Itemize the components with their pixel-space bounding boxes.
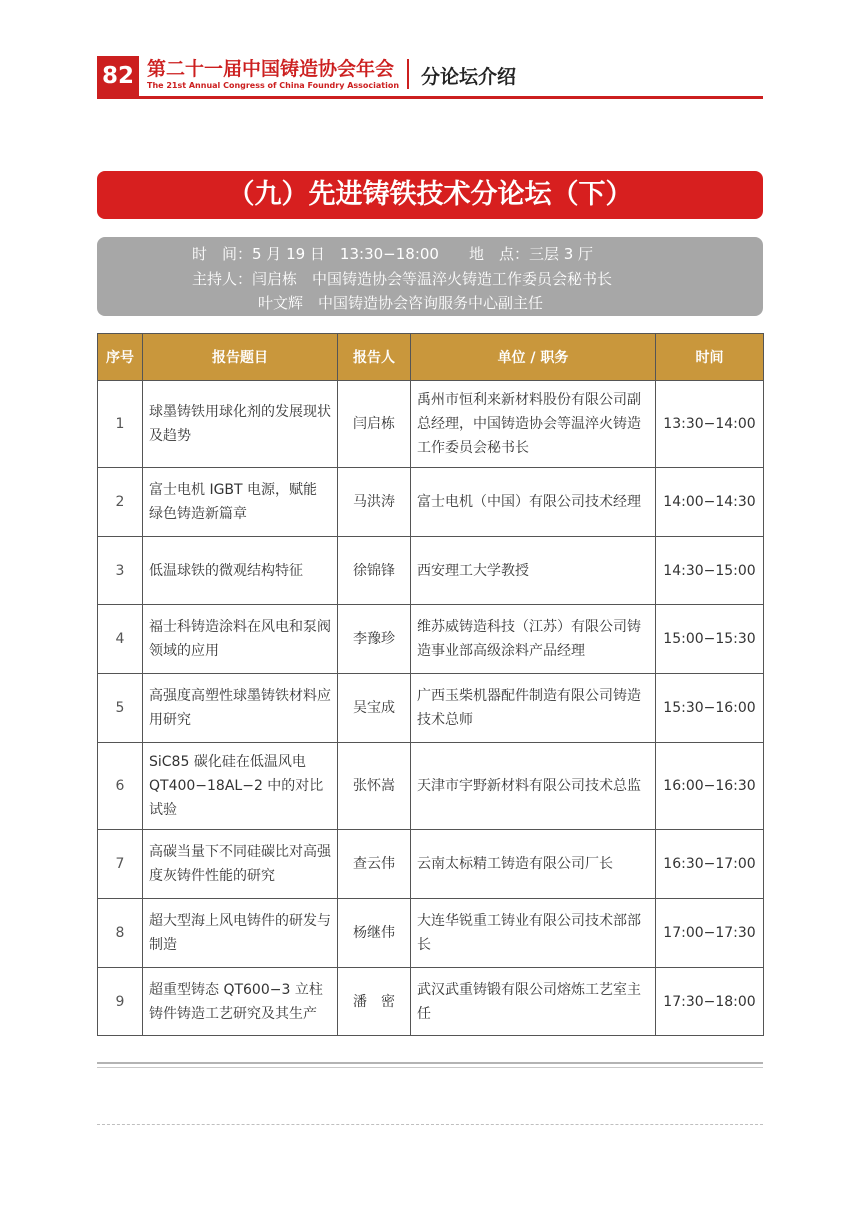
congress-subtitle: The 21st Annual Congress of China Foundry Association: [147, 81, 400, 90]
report-title: 低温球铁的微观结构特征: [143, 537, 338, 605]
footer-rule: [97, 1062, 763, 1064]
speaker: 查云伟: [338, 830, 411, 899]
time-location-line: 时 间：5 月 19 日 13:30−18:00 地 点：三层 3 厅: [192, 245, 594, 263]
host-line-1: 主持人：闫启栋 中国铸造协会等温淬火铸造工作委员会秘书长: [192, 270, 613, 288]
report-title: 富士电机 IGBT 电源，赋能绿色铸造新篇章: [143, 468, 338, 537]
organization: 云南太标精工铸造有限公司厂长: [411, 830, 656, 899]
table-row: [98, 968, 764, 1036]
speaker: 闫启栋: [338, 381, 411, 468]
time-slot: 16:30−17:00: [656, 830, 764, 899]
page-number: 82: [97, 56, 139, 96]
speaker: 杨继伟: [338, 899, 411, 968]
table-row: [98, 899, 764, 968]
header-org: 单位 / 职务: [411, 334, 656, 381]
report-title: 高碳当量下不同硅碳比对高强度灰铸件性能的研究: [143, 830, 338, 899]
organization: 广西玉柴机器配件制造有限公司铸造技术总师: [411, 674, 656, 743]
section-label: 分论坛介绍: [421, 66, 517, 88]
report-title: 球墨铸铁用球化剂的发展现状及趋势: [143, 381, 338, 468]
table-row: [98, 468, 764, 537]
row-number: 5: [98, 674, 143, 743]
time-slot: 13:30−14:00: [656, 381, 764, 468]
row-number: 6: [98, 743, 143, 830]
time-slot: 15:00−15:30: [656, 605, 764, 674]
host-line-2: 叶文辉 中国铸造协会咨询服务中心副主任: [258, 294, 544, 312]
row-number: 3: [98, 537, 143, 605]
report-title: 福士科铸造涂料在风电和泵阀领域的应用: [143, 605, 338, 674]
time-slot: 17:30−18:00: [656, 968, 764, 1036]
report-title: 超大型海上风电铸件的研发与制造: [143, 899, 338, 968]
row-number: 1: [98, 381, 143, 468]
table-header-row: [98, 334, 764, 381]
report-title: 高强度高塑性球墨铸铁材料应用研究: [143, 674, 338, 743]
report-title: SiC85 碳化硅在低温风电 QT400−18AL−2 中的对比试验: [143, 743, 338, 830]
speaker: 李豫珍: [338, 605, 411, 674]
session-info-box: [97, 237, 763, 316]
header-rule: [97, 96, 763, 99]
footer-dotted-line: [97, 1124, 763, 1125]
organization: 西安理工大学教授: [411, 537, 656, 605]
time-slot: 14:30−15:00: [656, 537, 764, 605]
row-number: 9: [98, 968, 143, 1036]
table-row: [98, 605, 764, 674]
table-row: [98, 743, 764, 830]
speaker: 徐锦锋: [338, 537, 411, 605]
page-header: [97, 54, 763, 100]
header-time: 时间: [656, 334, 764, 381]
organization: 大连华锐重工铸业有限公司技术部部长: [411, 899, 656, 968]
schedule-table: [97, 333, 764, 1036]
time-slot: 16:00−16:30: [656, 743, 764, 830]
footer-rule-thin: [97, 1067, 763, 1068]
organization: 武汉武重铸锻有限公司熔炼工艺室主任: [411, 968, 656, 1036]
row-number: 8: [98, 899, 143, 968]
table-row: [98, 830, 764, 899]
organization: 天津市宇野新材料有限公司技术总监: [411, 743, 656, 830]
organization: 维苏威铸造科技（江苏）有限公司铸造事业部高级涂料产品经理: [411, 605, 656, 674]
table-row: [98, 537, 764, 605]
speaker: 马洪涛: [338, 468, 411, 537]
speaker: 张怀嵩: [338, 743, 411, 830]
time-slot: 17:00−17:30: [656, 899, 764, 968]
header-speaker: 报告人: [338, 334, 411, 381]
organization: 禹州市恒利来新材料股份有限公司副总经理，中国铸造协会等温淬火铸造工作委员会秘书长: [411, 381, 656, 468]
speaker: 吴宝成: [338, 674, 411, 743]
row-number: 7: [98, 830, 143, 899]
forum-title-banner: （九）先进铸铁技术分论坛（下）: [97, 171, 763, 219]
speaker: 潘 密: [338, 968, 411, 1036]
table-row: [98, 381, 764, 468]
row-number: 2: [98, 468, 143, 537]
time-slot: 14:00−14:30: [656, 468, 764, 537]
header-no: 序号: [98, 334, 143, 381]
header-title: 报告题目: [143, 334, 338, 381]
organization: 富士电机（中国）有限公司技术经理: [411, 468, 656, 537]
time-slot: 15:30−16:00: [656, 674, 764, 743]
row-number: 4: [98, 605, 143, 674]
congress-title: 第二十一届中国铸造协会年会: [147, 58, 395, 80]
report-title: 超重型铸态 QT600−3 立柱铸件铸造工艺研究及其生产: [143, 968, 338, 1036]
table-row: [98, 674, 764, 743]
header-divider: [407, 59, 409, 89]
